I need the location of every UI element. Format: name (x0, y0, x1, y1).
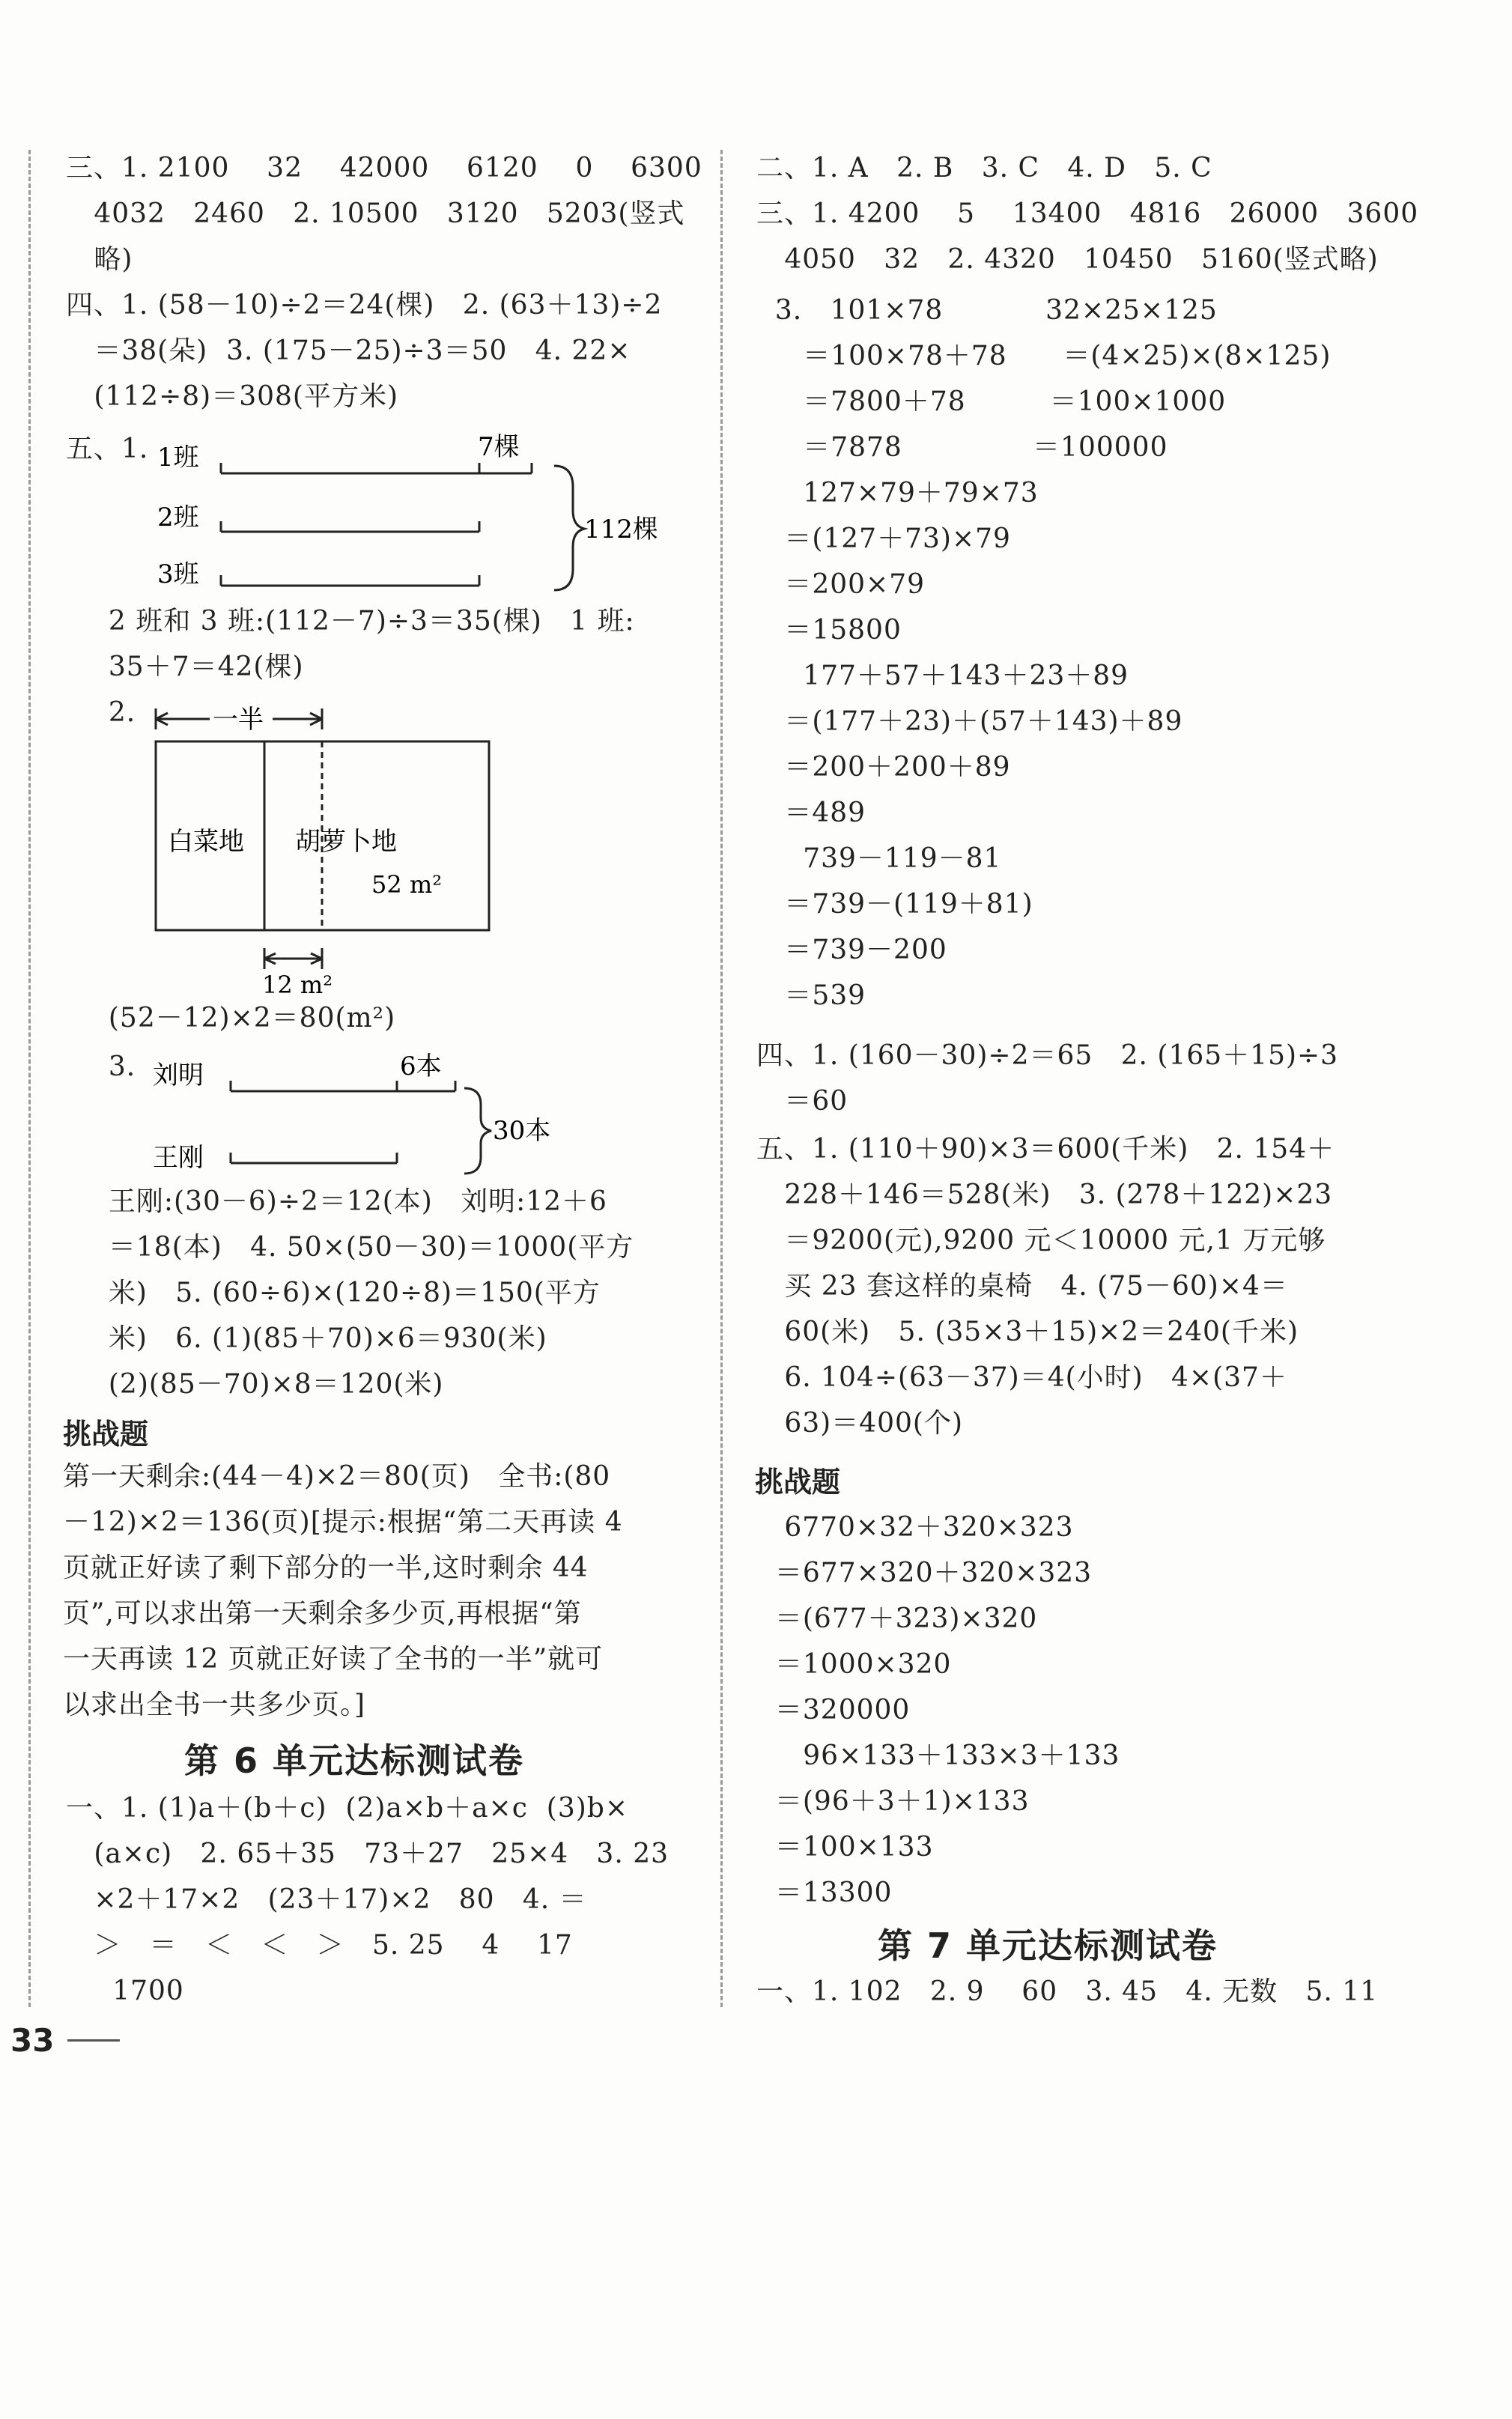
page-number: 33 (10, 2022, 120, 2059)
column-divider (720, 150, 723, 2007)
line: ＝60 (756, 1086, 848, 1117)
line: 4050 32 2. 4320 10450 5160(竖式略) (756, 244, 1379, 275)
line: ＝13300 (756, 1878, 893, 1908)
line: 2. (90, 697, 136, 728)
brace (554, 466, 584, 590)
class-tree-diagram (135, 427, 704, 607)
line: 页就正好读了剩下部分的一半,这时剩余 44 (63, 1553, 589, 1583)
brace (464, 1088, 491, 1174)
line: ＝100×78＋78 ＝(4×25)×(8×125) (756, 341, 1332, 371)
books-diagram (142, 1045, 592, 1187)
label-wanggang: 王刚 (153, 1143, 204, 1173)
line: ＝739－200 (756, 935, 947, 965)
line: 35＋7＝42(棵) (90, 652, 304, 682)
line: 228＋146＝528(米) 3. (278＋122)×23 (756, 1180, 1333, 1210)
line: ＝677×320＋320×323 (756, 1558, 1093, 1588)
line: 五、1. (110＋90)×3＝600(千米) 2. 154＋ (756, 1134, 1335, 1165)
challenge-label: 挑战题 (63, 1418, 149, 1451)
line: 3. 101×78 32×25×125 (756, 295, 1218, 326)
line: 一、1. (1)a＋(b＋c) (2)a×b＋a×c (3)b× (66, 1793, 628, 1824)
line: 4032 2460 2. 10500 3120 5203(竖式 (66, 198, 685, 229)
line: ＝7878 ＝100000 (756, 432, 1168, 463)
line: 60(米) 5. (35×3＋15)×2＝240(千米) (756, 1317, 1299, 1347)
section-heading-unit-6: 第 6 单元达标测试卷 (184, 1740, 525, 1781)
line: ＝9200(元),9200 元＜10000 元,1 万元够 (756, 1225, 1326, 1256)
line: ＝15800 (756, 615, 902, 646)
label-extra-trees: 7棵 (478, 432, 520, 462)
line: 2 班和 3 班:(112－7)÷3＝35(棵) 1 班: (90, 606, 635, 637)
section-heading-unit-7: 第 7 单元达标测试卷 (878, 1925, 1218, 1966)
label-total-books: 30本 (493, 1116, 551, 1146)
line: ＝(127＋73)×79 (756, 523, 1011, 554)
line: 二、1. A 2. B 3. C 4. D 5. C (756, 153, 1212, 183)
label-half: 一半 (213, 705, 264, 735)
label-total-trees: 112棵 (584, 515, 658, 544)
line: 739－119－81 (756, 843, 1002, 874)
line: (52－12)×2＝80(m²) (90, 1003, 396, 1034)
line: ＝1000×320 (756, 1649, 952, 1680)
line: 一天再读 12 页就正好读了全书的一半”就可 (63, 1644, 604, 1675)
line: 页”,可以求出第一天剩余多少页,再根据“第 (63, 1598, 582, 1629)
line: 王刚:(30－6)÷2＝12(本) 刘明:12＋6 (90, 1186, 607, 1217)
line: 63)＝400(个) (756, 1408, 963, 1439)
line: 177＋57＋143＋23＋89 (756, 661, 1129, 691)
line: (2)(85－70)×8＝120(米) (90, 1369, 444, 1400)
line: 三、1. 4200 5 13400 4816 26000 3600 (756, 198, 1419, 229)
label-carrot: 胡萝卜地 (295, 827, 397, 857)
line: 略) (66, 244, 133, 275)
line: ＞ ＝ ＜ ＜ ＞ 5. 25 4 17 (66, 1930, 573, 1961)
line: ＝(677＋323)×320 (756, 1603, 1038, 1634)
line: 6770×32＋320×323 (756, 1512, 1074, 1543)
label-class-2: 2班 (157, 503, 199, 532)
line: 五、1. (66, 434, 149, 464)
line: 以求出全书一共多少页。] (63, 1690, 366, 1720)
line: 127×79＋79×73 (756, 478, 1039, 509)
label-extra-books: 6本 (400, 1051, 442, 1081)
line: (a×c) 2. 65＋35 73＋27 25×4 3. 23 (66, 1839, 670, 1869)
line: 第一天剩余:(44－4)×2＝80(页) 全书:(80 (63, 1461, 611, 1492)
line: 米) 5. (60÷6)×(120÷8)＝150(平方 (90, 1278, 601, 1308)
line: ＝739－(119＋81) (756, 889, 1033, 920)
field-diagram (142, 696, 517, 996)
line: ＝(177＋23)＋(57＋143)＋89 (756, 706, 1183, 737)
label-class-3: 3班 (157, 559, 199, 589)
line: ＝200×79 (756, 569, 926, 600)
line: 买 23 套这样的桌椅 4. (75－60)×4＝ (756, 1271, 1288, 1302)
left-margin-rule (28, 150, 31, 2007)
line: 3. (90, 1051, 136, 1082)
label-liuming: 刘明 (153, 1060, 204, 1090)
line: 四、1. (160－30)÷2＝65 2. (165＋15)÷3 (756, 1040, 1339, 1071)
line: ＝200＋200＋89 (756, 752, 1011, 783)
line: ＝7800＋78 ＝100×1000 (756, 386, 1227, 417)
line: 一、1. 102 2. 9 60 3. 45 4. 无数 5. 11 (756, 1976, 1379, 2007)
label-carrot-area: 52 m² (371, 870, 443, 899)
label-class-1: 1班 (157, 443, 199, 473)
challenge-label: 挑战题 (755, 1466, 841, 1499)
line: 1700 (66, 1976, 184, 2006)
line: －12)×2＝136(页)[提示:根据“第二天再读 4 (63, 1507, 623, 1538)
line: ＝(96＋3＋1)×133 (756, 1786, 1030, 1817)
line: 米) 6. (1)(85＋70)×6＝930(米) (90, 1323, 547, 1354)
line: ＝38(朵) 3. (175－25)÷3＝50 4. 22× (66, 336, 631, 366)
line: (112÷8)＝308(平方米) (66, 381, 399, 412)
label-difference: 12 m² (262, 971, 333, 996)
line: 四、1. (58－10)÷2＝24(棵) 2. (63＋13)÷2 (66, 290, 663, 321)
line: 6. 104÷(63－37)＝4(小时) 4×(37＋ (756, 1362, 1287, 1393)
line: ＝539 (756, 980, 866, 1011)
line: ＝100×133 (756, 1832, 934, 1863)
line: 96×133＋133×3＋133 (756, 1740, 1120, 1771)
label-cabbage: 白菜地 (168, 827, 244, 857)
line: ＝489 (756, 798, 866, 828)
line: ＝18(本) 4. 50×(50－30)＝1000(平方 (90, 1232, 634, 1263)
line: ＝320000 (756, 1695, 911, 1726)
line: 三、1. 2100 32 42000 6120 0 6300 (66, 153, 702, 183)
line: ×2＋17×2 (23＋17)×2 80 4. ＝ (66, 1884, 587, 1915)
